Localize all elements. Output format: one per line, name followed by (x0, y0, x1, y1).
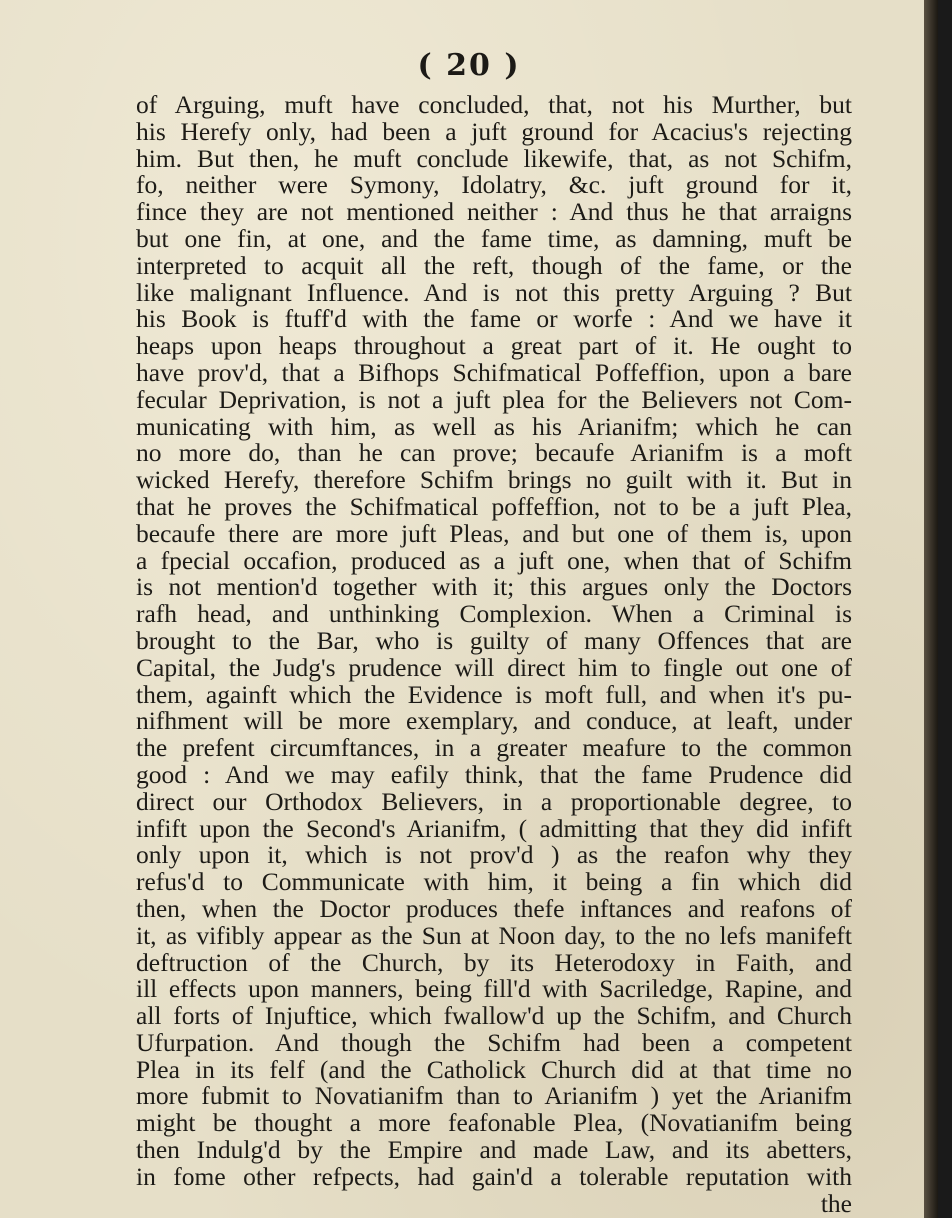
text-line: that he proves the Schifmatical poffeffion, not to be a juft Plea, (136, 491, 852, 521)
text-line: Ufurpation. And though the Schifm had been a competent (136, 1027, 852, 1057)
text-line: municating with him, as well as his Arianifm; which he can (136, 411, 852, 441)
text-line: the prefent circumftances, in a greater meafure to the common (136, 733, 852, 763)
text-line: deftruction of the Church, by its Heterodoxy in Faith, and (136, 947, 852, 977)
text-line: ill effects upon manners, being fill'd with Sacriledge, Rapine, and (136, 974, 852, 1004)
text-line: rafh head, and unthinking Complexion. When a Criminal is (136, 599, 852, 629)
text-line: might be thought a more feafonable Plea, (Novatianifm being (136, 1108, 852, 1138)
text-line: Capital, the Judg's prudence will direct him to fingle out one of (136, 652, 852, 682)
text-line: infift upon the Second's Arianifm, ( admitting that they did infift (136, 813, 852, 843)
text-line: Plea in its felf (and the Catholick Church did at that time no (136, 1054, 852, 1084)
text-line: heaps upon heaps throughout a great part of it. He ought to (136, 331, 852, 361)
text-line: wicked Herefy, therefore Schifm brings no guilt with it. But in (136, 465, 852, 495)
page-edge-shadow (924, 0, 938, 1218)
text-line: it, as vifibly appear as the Sun at Noon day, to the no lefs manifeft (136, 920, 852, 950)
catchword: the (820, 1188, 852, 1218)
text-line: fecular Deprivation, is not a juft plea for the Believers not Com- (136, 384, 852, 414)
text-line: no more do, than he can prove; becaufe Arianifm is a moft (136, 438, 852, 468)
text-line: of Arguing, muft have concluded, that, not his Murther, but (136, 90, 852, 119)
text-line: then, when the Doctor produces thefe inftances and reafons of (136, 893, 852, 923)
text-line: becaufe there are more juft Pleas, and but one of them is, upon (136, 518, 852, 548)
text-line: nifhment will be more exemplary, and conduce, at leaft, under (136, 706, 852, 736)
text-line: his Herefy only, had been a juft ground for Acacius's rejecting (136, 116, 852, 146)
body-text (136, 92, 852, 1217)
text-line: refus'd to Communicate with him, it being a fin which did (136, 867, 852, 897)
text-line: them, againft which the Evidence is moft full, and when it's pu- (136, 679, 852, 709)
text-line: but one fin, at one, and the fame time, as damning, muft be (136, 223, 852, 253)
text-line: direct our Orthodox Believers, in a proportionable degree, to (136, 786, 852, 816)
text-line: a fpecial occafion, produced as a juft one, when that of Schifm (136, 545, 852, 575)
text-line: fo, neither were Symony, Idolatry, &c. juft ground for it, (136, 170, 852, 200)
text-line: all forts of Injuftice, which fwallow'd up the Schifm, and Church (136, 1001, 852, 1031)
text-line: fince they are not mentioned neither : And thus he that arraigns (136, 197, 852, 227)
text-line: more fubmit to Novatianifm than to Arianifm ) yet the Arianifm (136, 1081, 852, 1111)
text-line: him. But then, he muft conclude likewife, that, as not Schifm, (136, 143, 852, 173)
text-line: only upon it, which is not prov'd ) as the reafon why they (136, 840, 852, 870)
text-line: like malignant Influence. And is not this pretty Arguing ? But (136, 277, 852, 307)
text-line: in fome other refpects, had gain'd a tolerable reputation with (136, 1161, 852, 1191)
text-line: interpreted to acquit all the reft, though of the fame, or the (136, 250, 852, 280)
text-line: is not mention'd together with it; this argues only the Doctors (136, 572, 852, 602)
text-line: good : And we may eafily think, that the fame Prudence did (136, 759, 852, 789)
text-line: then Indulg'd by the Empire and made Law, and its abetters, (136, 1135, 852, 1165)
page-number: ( 20 ) (417, 48, 521, 83)
text-line: have prov'd, that a Bifhops Schifmatical Poffeffion, upon a bare (136, 357, 852, 387)
text-line: brought to the Bar, who is guilty of many Offences that are (136, 625, 852, 655)
text-line: his Book is ftuff'd with the fame or worfe : And we have it (136, 304, 852, 334)
